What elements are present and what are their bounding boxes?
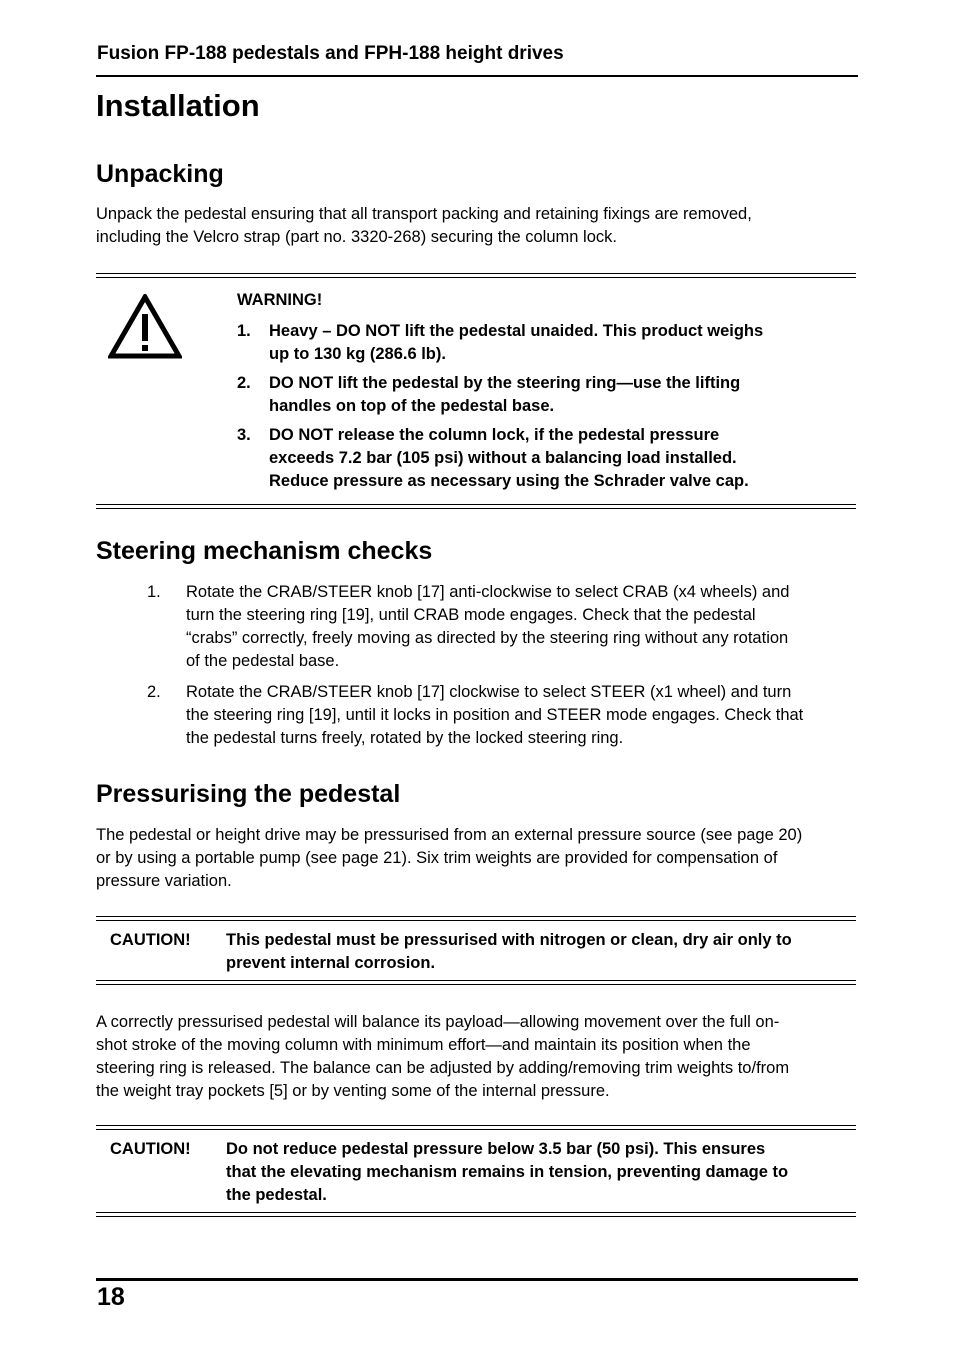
text-line: pressure variation. — [96, 872, 232, 890]
text-line: the steering ring [19], until it locks in position and STEER mode engages. Check that — [186, 706, 804, 724]
text-line: DO NOT release the column lock, if the pedestal pressure — [269, 426, 720, 444]
text-line: turn the steering ring [19], until CRAB mode engages. Check that the pedestal — [186, 606, 756, 624]
warning-item-number: 1. — [237, 322, 251, 340]
caution-top-rule — [96, 916, 856, 921]
unpacking-heading: Unpacking — [96, 160, 224, 188]
text-line: DO NOT lift the pedestal by the steering ring—use the lifting — [269, 374, 741, 392]
steering-heading: Steering mechanism checks — [96, 537, 433, 565]
step-number: 1. — [147, 583, 161, 601]
warning-top-rule — [96, 273, 856, 278]
caution-label: CAUTION! — [110, 931, 191, 949]
warning-bottom-rule — [96, 504, 856, 509]
warning-item-text — [269, 320, 849, 366]
text-line: up to 130 kg (286.6 lb). — [269, 345, 446, 363]
text-line: Rotate the CRAB/STEER knob [17] anti-clockwise to select CRAB (x4 wheels) and — [186, 583, 790, 601]
warning-item-text — [269, 372, 849, 418]
text-line: A correctly pressurised pedestal will balance its payload—allowing movement over the full on- — [96, 1013, 780, 1031]
text-line: “crabs” correctly, freely moving as directed by the steering ring without any rotation — [186, 629, 789, 647]
text-line: Unpack the pedestal ensuring that all transport packing and retaining fixings are removed, — [96, 205, 752, 223]
text-line: Do not reduce pedestal pressure below 3.5 bar (50 psi). This ensures — [226, 1140, 766, 1158]
warning-triangle-icon — [108, 294, 182, 360]
text-line: steering ring is released. The balance can be adjusted by adding/removing trim weights to/from — [96, 1059, 790, 1077]
text-line: of the pedestal base. — [186, 652, 340, 670]
text-line: that the elevating mechanism remains in tension, preventing damage to — [226, 1163, 789, 1181]
caution-text — [226, 1138, 856, 1207]
text-line: Heavy – DO NOT lift the pedestal unaided. This product weighs — [269, 322, 764, 340]
text-line: This pedestal must be pressurised with nitrogen or clean, dry air only to — [226, 931, 792, 949]
warning-title: WARNING! — [237, 291, 323, 309]
text-line: The pedestal or height drive may be pressurised from an external pressure source (see page 20) — [96, 826, 803, 844]
page-number: 18 — [97, 1283, 125, 1311]
step-number: 2. — [147, 683, 161, 701]
caution-bottom-rule — [96, 980, 856, 985]
warning-item-number: 3. — [237, 426, 251, 444]
caution-label: CAUTION! — [110, 1140, 191, 1158]
header-rule — [96, 75, 858, 77]
text-line: exceeds 7.2 bar (105 psi) without a balancing load installed. — [269, 449, 737, 467]
page-title: Installation — [96, 88, 260, 123]
pressurising-paragraph — [96, 824, 856, 893]
text-line: the pedestal turns freely, rotated by the locked steering ring. — [186, 729, 624, 747]
step-text — [186, 681, 858, 750]
caution-bottom-rule — [96, 1212, 856, 1217]
warning-item-number: 2. — [237, 374, 251, 392]
text-line: prevent internal corrosion. — [226, 954, 436, 972]
footer-rule — [96, 1278, 858, 1281]
pressurising-heading: Pressurising the pedestal — [96, 780, 401, 808]
text-line: the pedestal. — [226, 1186, 327, 1204]
text-line: shot stroke of the moving column with minimum effort—and maintain its position when the — [96, 1036, 751, 1054]
warning-item-text — [269, 424, 849, 493]
text-line: or by using a portable pump (see page 21). Six trim weights are provided for compensation of — [96, 849, 778, 867]
text-line: including the Velcro strap (part no. 3320-268) securing the column lock. — [96, 228, 617, 246]
balance-paragraph — [96, 1011, 856, 1103]
text-line: Reduce pressure as necessary using the Schrader valve cap. — [269, 472, 749, 490]
caution-text — [226, 929, 856, 975]
text-line: the weight tray pockets [5] or by venting some of the internal pressure. — [96, 1082, 610, 1100]
running-header: Fusion FP-188 pedestals and FPH-188 height drives — [97, 43, 564, 64]
unpacking-paragraph — [96, 203, 856, 249]
step-text — [186, 581, 858, 673]
text-line: Rotate the CRAB/STEER knob [17] clockwise to select STEER (x1 wheel) and turn — [186, 683, 792, 701]
caution-top-rule — [96, 1125, 856, 1130]
text-line: handles on top of the pedestal base. — [269, 397, 555, 415]
